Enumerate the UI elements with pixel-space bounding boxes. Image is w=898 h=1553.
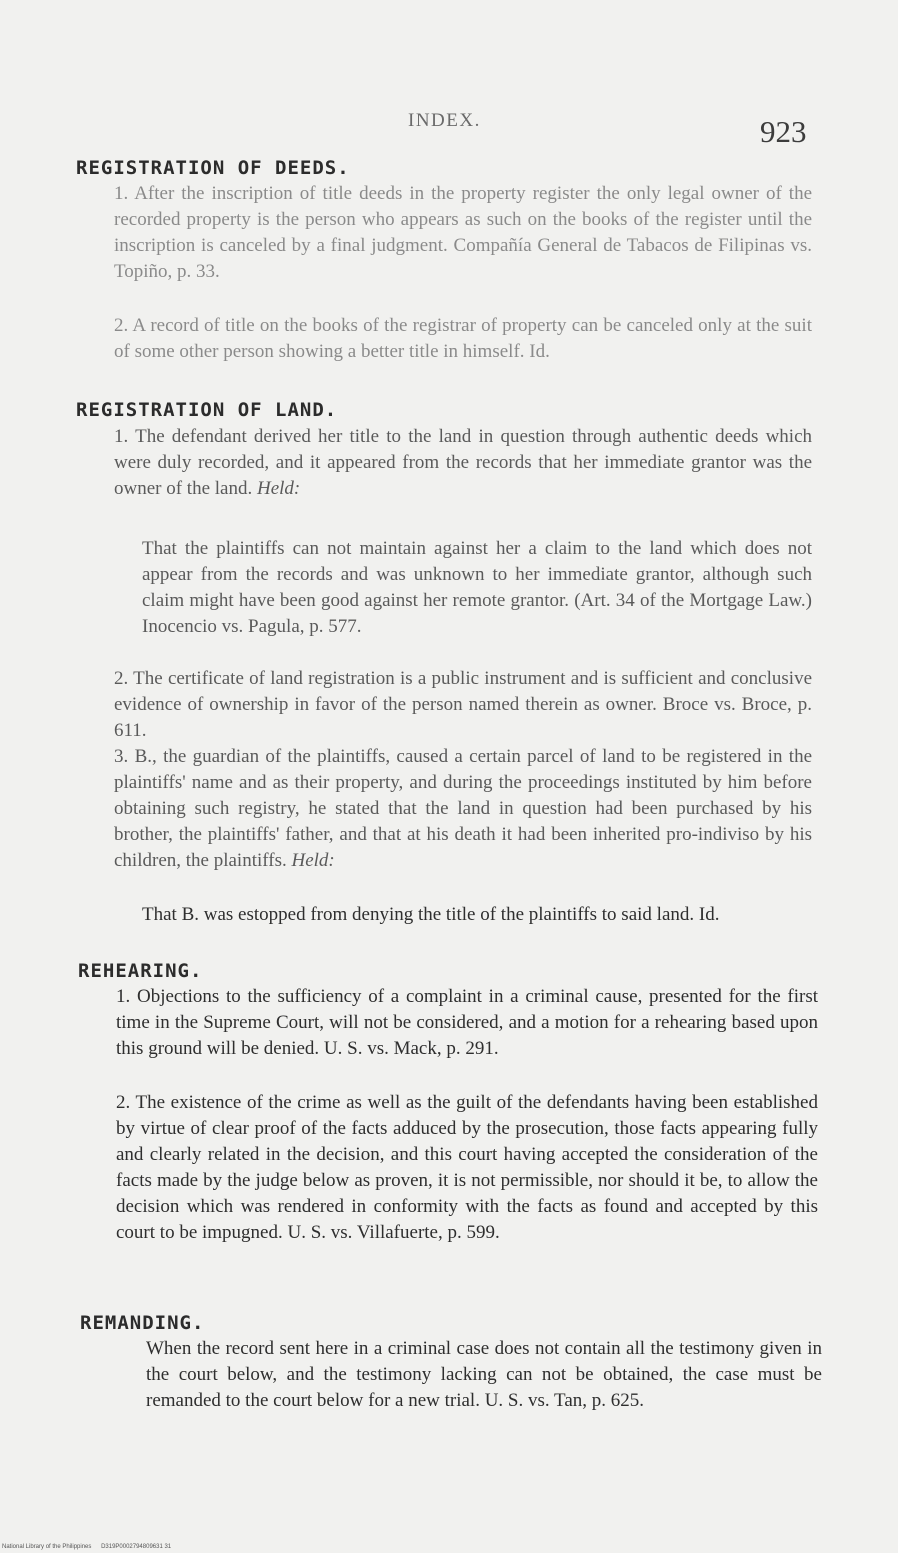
- scan-footer: [2, 1544, 179, 1550]
- land-entry-3-held: Held:: [291, 850, 335, 871]
- section-heading-remanding: REMANDING.: [80, 1312, 205, 1334]
- remanding-entry: When the record sent here in a criminal case does not contain all the testimony given in the court below, and the testimony lacking can not be obtained, the case must be remanded to the court below for a new trial. U. S. vs. Tan, p. 625.: [146, 1338, 822, 1411]
- land-entry-1: [114, 424, 812, 502]
- land-entry-2: 2. The certificate of land registration is a public instrument and is sufficient and conclusive evidence of ownership in favor of the person named therein as owner. Broce vs. Broce, p. 611.: [114, 668, 812, 741]
- page-number: 923: [760, 114, 807, 149]
- deeds-entry-1: 1. After the inscription of title deeds in the property register the only legal owner of the recorded property is the person who appears as such on the books of the register until the inscription is canceled by a final judgment. Compañía General de Tabacos de Filipinas vs. Topiño, p. 33.: [114, 183, 812, 282]
- section-heading-registration-of-land: REGISTRATION OF LAND.: [76, 399, 338, 421]
- land-entry-1-continuation: That the plaintiffs can not maintain against her a claim to the land which does not appear from the records and was unknown to her immediate grantor, although such claim might have been good against her remote grantor. (Art. 34 of the Mortgage Law.) Inocencio vs. Pagula, p. 577.: [142, 538, 812, 637]
- land-entry-1-text: 1. The defendant derived her title to the land in question through authentic deeds which were duly recorded, and it appeared from the records that her immediate grantor was the owner of the land.: [114, 426, 812, 499]
- land-entry-1-held: Held:: [256, 478, 301, 499]
- footer-identifier: D319P0002794809631 31: [101, 1544, 172, 1550]
- rehearing-entry-1: 1. Objections to the sufficiency of a complaint in a criminal cause, presented for the first time in the Supreme Court, will not be considered, and a motion for a rehearing based upon this ground will be denied. U. S. vs. Mack, p. 291.: [116, 986, 818, 1059]
- section-heading-registration-of-deeds: REGISTRATION OF DEEDS.: [76, 157, 350, 179]
- section-heading-rehearing: REHEARING.: [78, 960, 203, 982]
- rehearing-entry-2: 2. The existence of the crime as well as the guilt of the defendants having been established by virtue of clear proof of the facts adduced by the prosecution, those facts appearing fully and clearly related in the decision, and this court having accepted the consideration of the facts made by the judge below as proven, it is not permissible, nor should it be, to allow the decision which was rendered in conformity with the facts as found and accepted by this court to be impugned. U. S. vs. Villafuerte, p. 599.: [116, 1092, 818, 1243]
- land-entry-3-continuation: That B. was estopped from denying the title of the plaintiffs to said land. Id.: [142, 904, 720, 925]
- land-entry-3-text: 3. B., the guardian of the plaintiffs, caused a certain parcel of land to be registered in the plaintiffs' name and as their property, and during the proceedings instituted by him before obtaining such registry, he stated that the land in question had been purchased by his brother, the plaintiffs' father, and that at his death it had been inherited pro-indiviso by his children, the plaintiffs.: [114, 746, 812, 871]
- footer-library: National Library of the Philippines: [2, 1544, 92, 1550]
- deeds-entry-2: 2. A record of title on the books of the registrar of property can be canceled only at the suit of some other person showing a better title in himself. Id.: [114, 315, 812, 362]
- running-head: INDEX.: [408, 110, 481, 131]
- land-entry-3: [114, 744, 812, 874]
